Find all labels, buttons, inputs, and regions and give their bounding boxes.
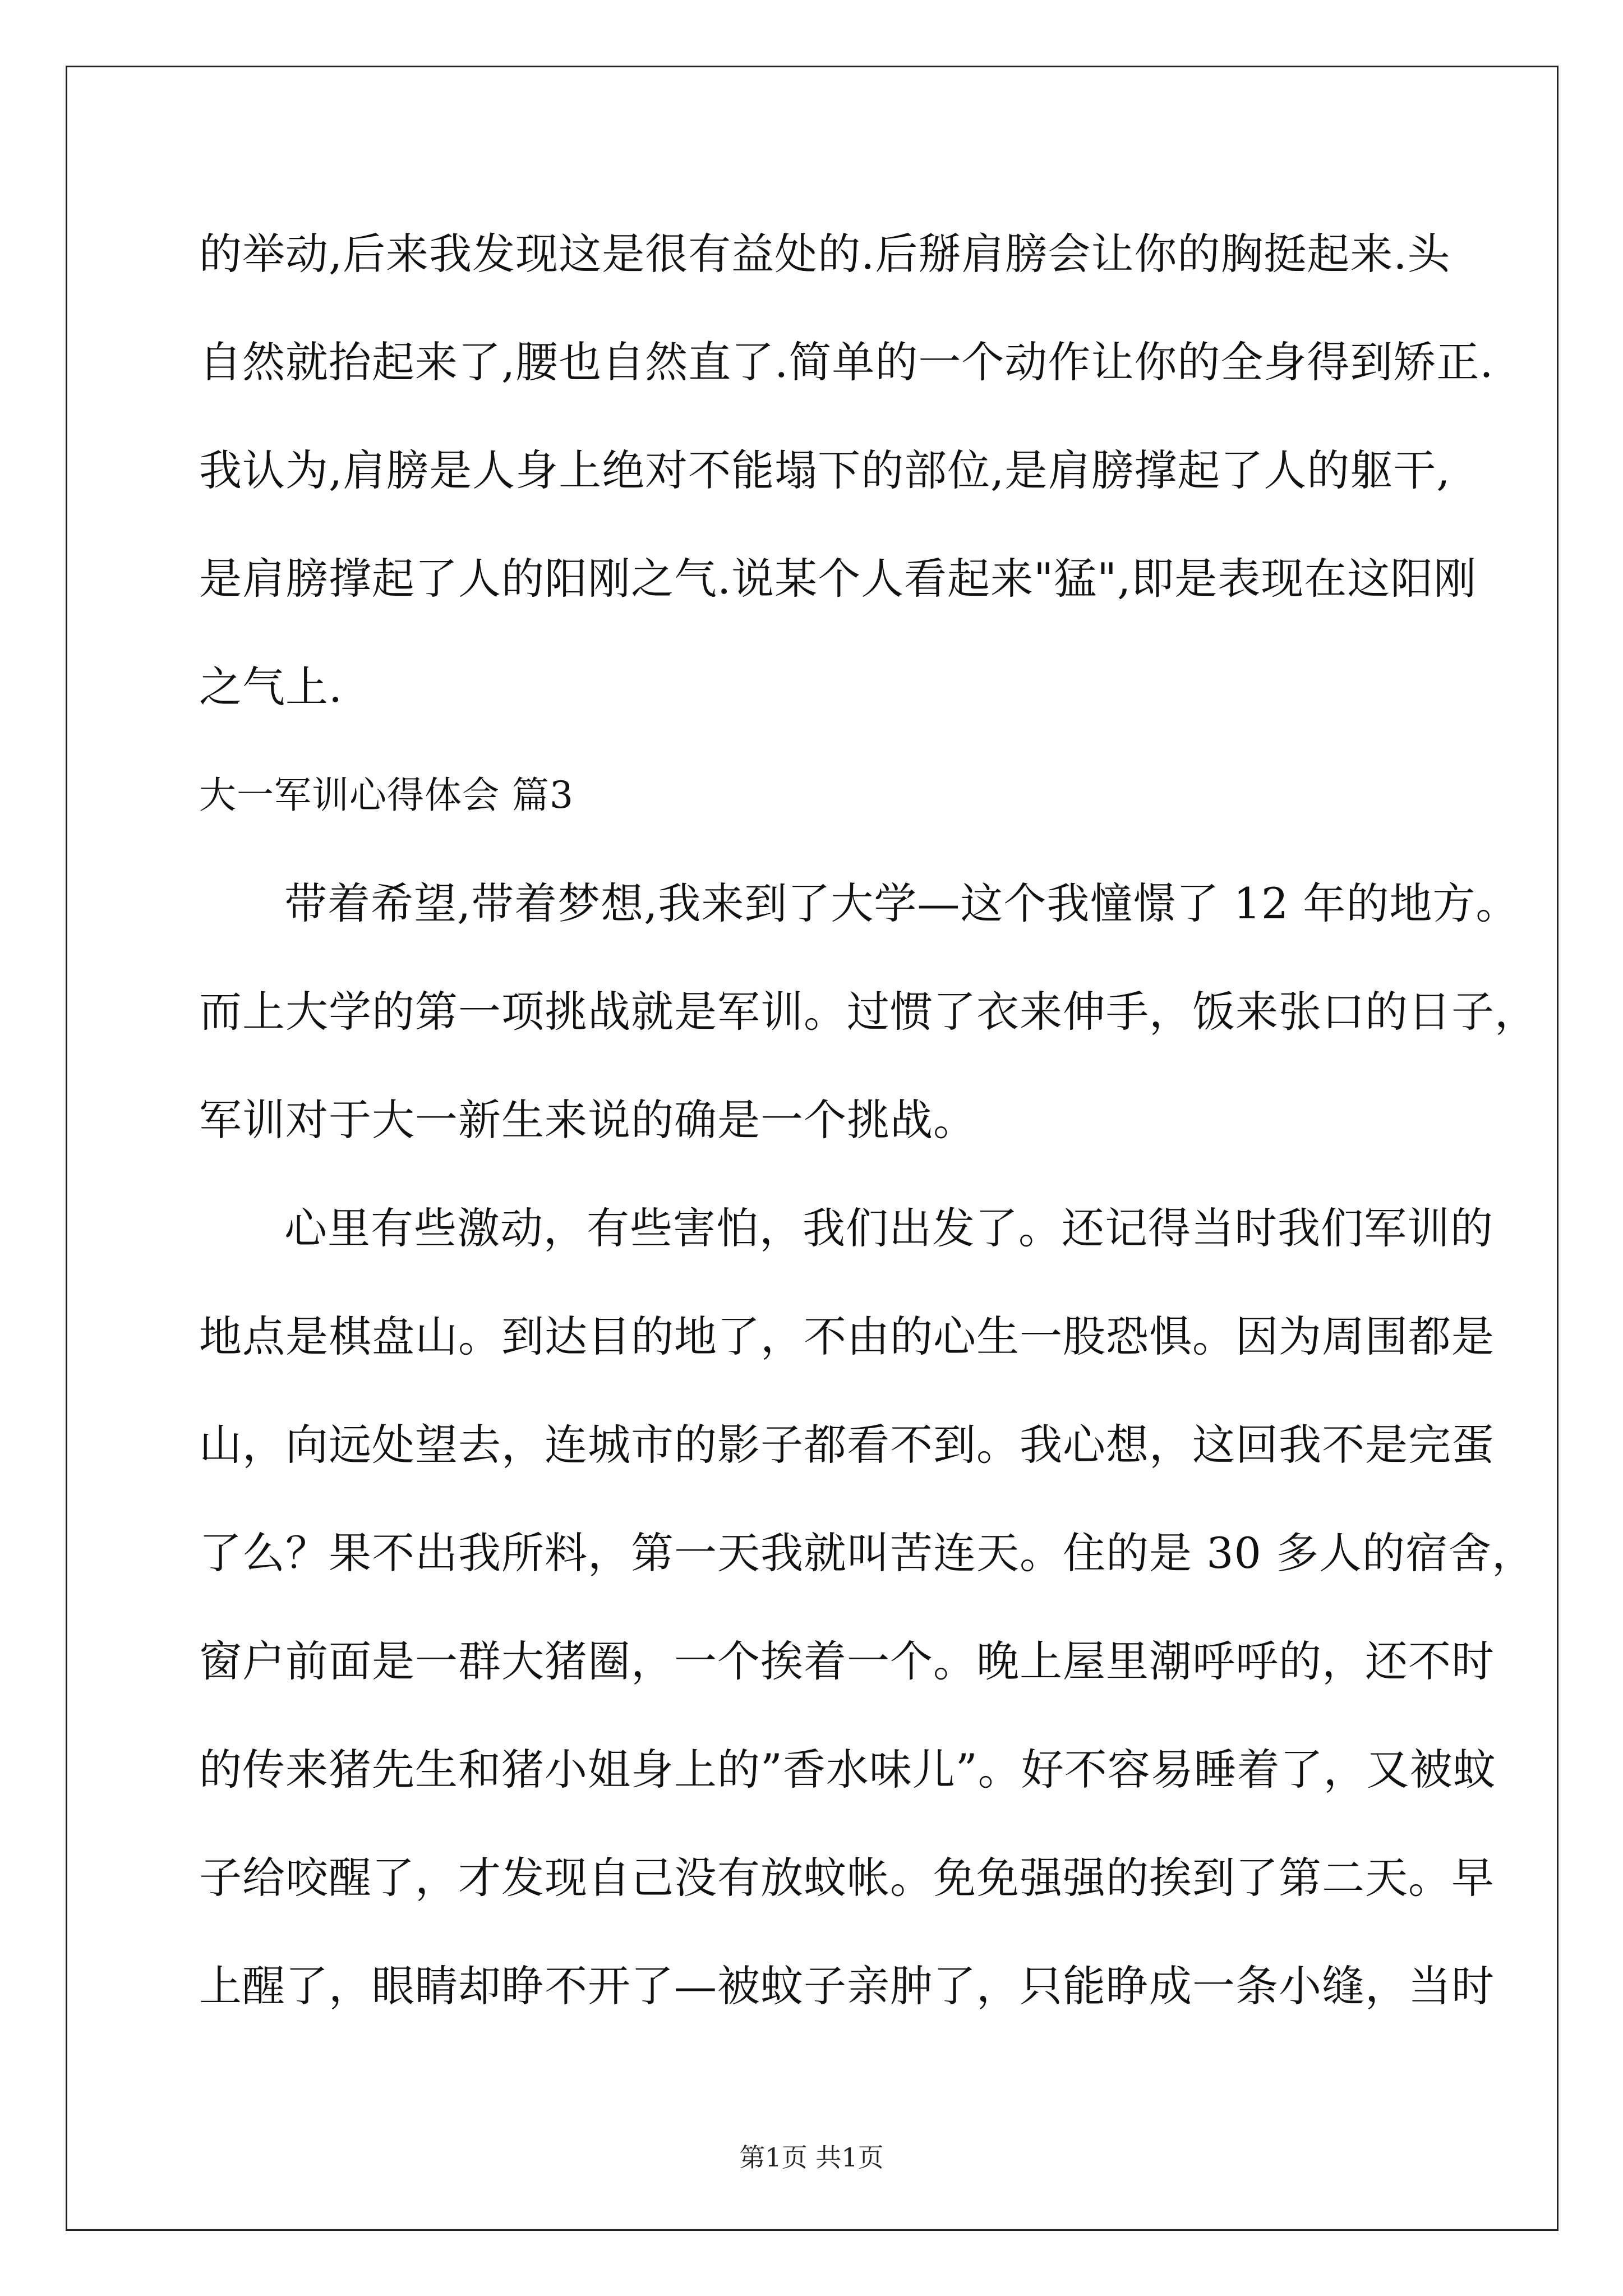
text-line: 子给咬醒了，才发现自己没有放蚊帐。免免强强的挨到了第二天。早: [199, 1853, 1495, 1903]
text-line: 自然就抬起来了,腰也自然直了.简单的一个动作让你的全身得到矫正.: [199, 337, 1494, 387]
text-line: 的举动,后来我发现这是很有益处的.后掰肩膀会让你的胸挺起来.头: [199, 229, 1451, 279]
paragraph-first-line: 带着希望,带着梦想,我来到了大学—这个我憧憬了 12 年的地方。: [284, 878, 1519, 928]
text-line: 军训对于大一新生来说的确是一个挑战。: [199, 1095, 976, 1145]
text-line: 我认为,肩膀是人身上绝对不能塌下的部位,是肩膀撑起了人的躯干,: [199, 445, 1451, 495]
text-line: 了么？果不出我所料，第一天我就叫苦连天。住的是 30 多人的宿舍，: [199, 1528, 1536, 1578]
page-number-footer: 第1页 共1页: [739, 2142, 884, 2173]
text-line: 之气上.: [199, 662, 343, 712]
text-line: 而上大学的第一项挑战就是军训。过惯了衣来伸手，饭来张口的日子，: [199, 987, 1538, 1037]
text-line: 窗户前面是一群大猪圈，一个挨着一个。晚上屋里潮呼呼的，还不时: [199, 1636, 1495, 1686]
text-line: 的传来猪先生和猪小姐身上的”香水味儿”。好不容易睡着了，又被蚊: [199, 1745, 1496, 1795]
document-body: [199, 222, 1538, 2062]
section-heading: 大一军训心得体会 篇3: [199, 774, 574, 817]
text-line: 上醒了，眼睛却睁不开了—被蚊子亲肿了，只能睁成一条小缝，当时: [199, 1961, 1495, 2011]
text-line: 山，向远处望去，连城市的影子都看不到。我心想，这回我不是完蛋: [199, 1420, 1495, 1470]
text-line: 是肩膀撑起了人的阳刚之气.说某个人看起来"猛",即是表现在这阳刚: [199, 554, 1477, 604]
text-line: 地点是棋盘山。到达目的地了，不由的心生一股恐惧。因为周围都是: [199, 1312, 1495, 1361]
paragraph-first-line: 心里有些激动，有些害怕，我们出发了。还记得当时我们军训的: [284, 1203, 1493, 1253]
